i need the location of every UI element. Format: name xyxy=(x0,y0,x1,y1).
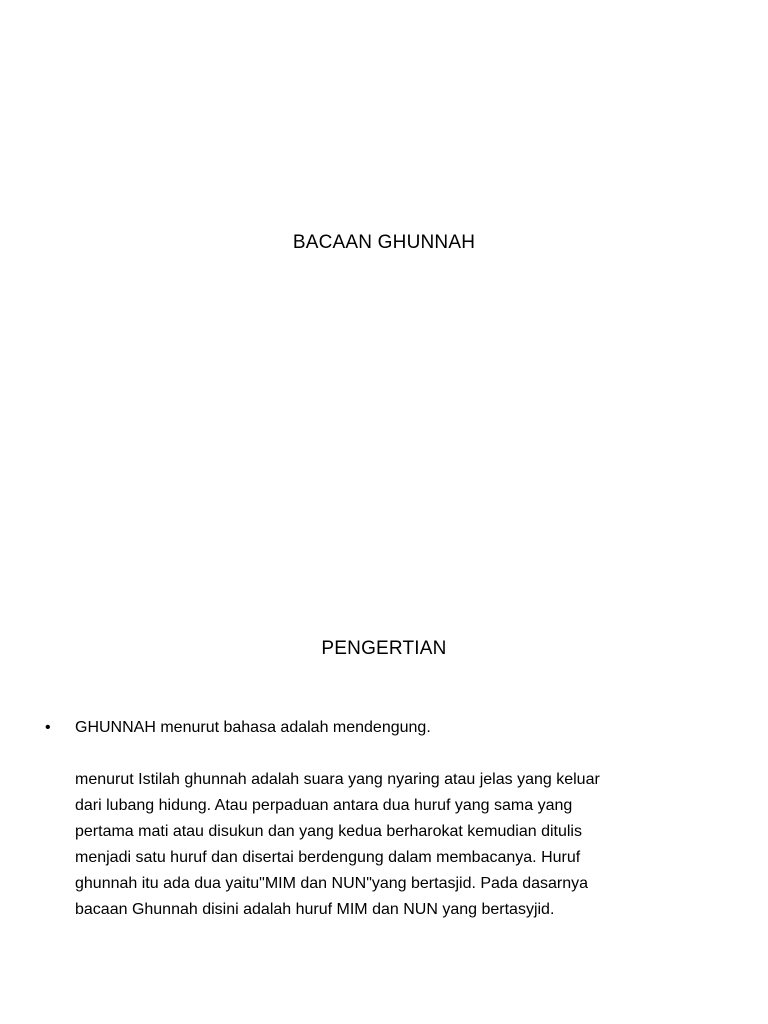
bullet-icon: • xyxy=(45,719,51,736)
slide-title-heading: BACAAN GHUNNAH xyxy=(292,232,476,253)
definition-heading: PENGERTIAN xyxy=(321,638,447,659)
bullet-text: GHUNNAH menurut bahasa adalah mendengung. xyxy=(75,719,431,736)
slide-definition xyxy=(0,512,768,1024)
definition-paragraph: menurut Istilah ghunnah adalah suara yang nyaring atau jelas yang keluar dari lubang hidung. Atau perpaduan antara dua huruf yang sama yang pertama mati atau disukun dan yang kedua berharokat kemudian ditulis menjadi satu huruf dan disertai berdengung dalam membacanya. Huruf ghunnah itu ada dua yaitu"MIM dan NUN"yang bertasjid. Pada dasarnya bacaan Ghunnah disini adalah huruf MIM dan NUN yang bertasyjid. xyxy=(75,771,600,918)
